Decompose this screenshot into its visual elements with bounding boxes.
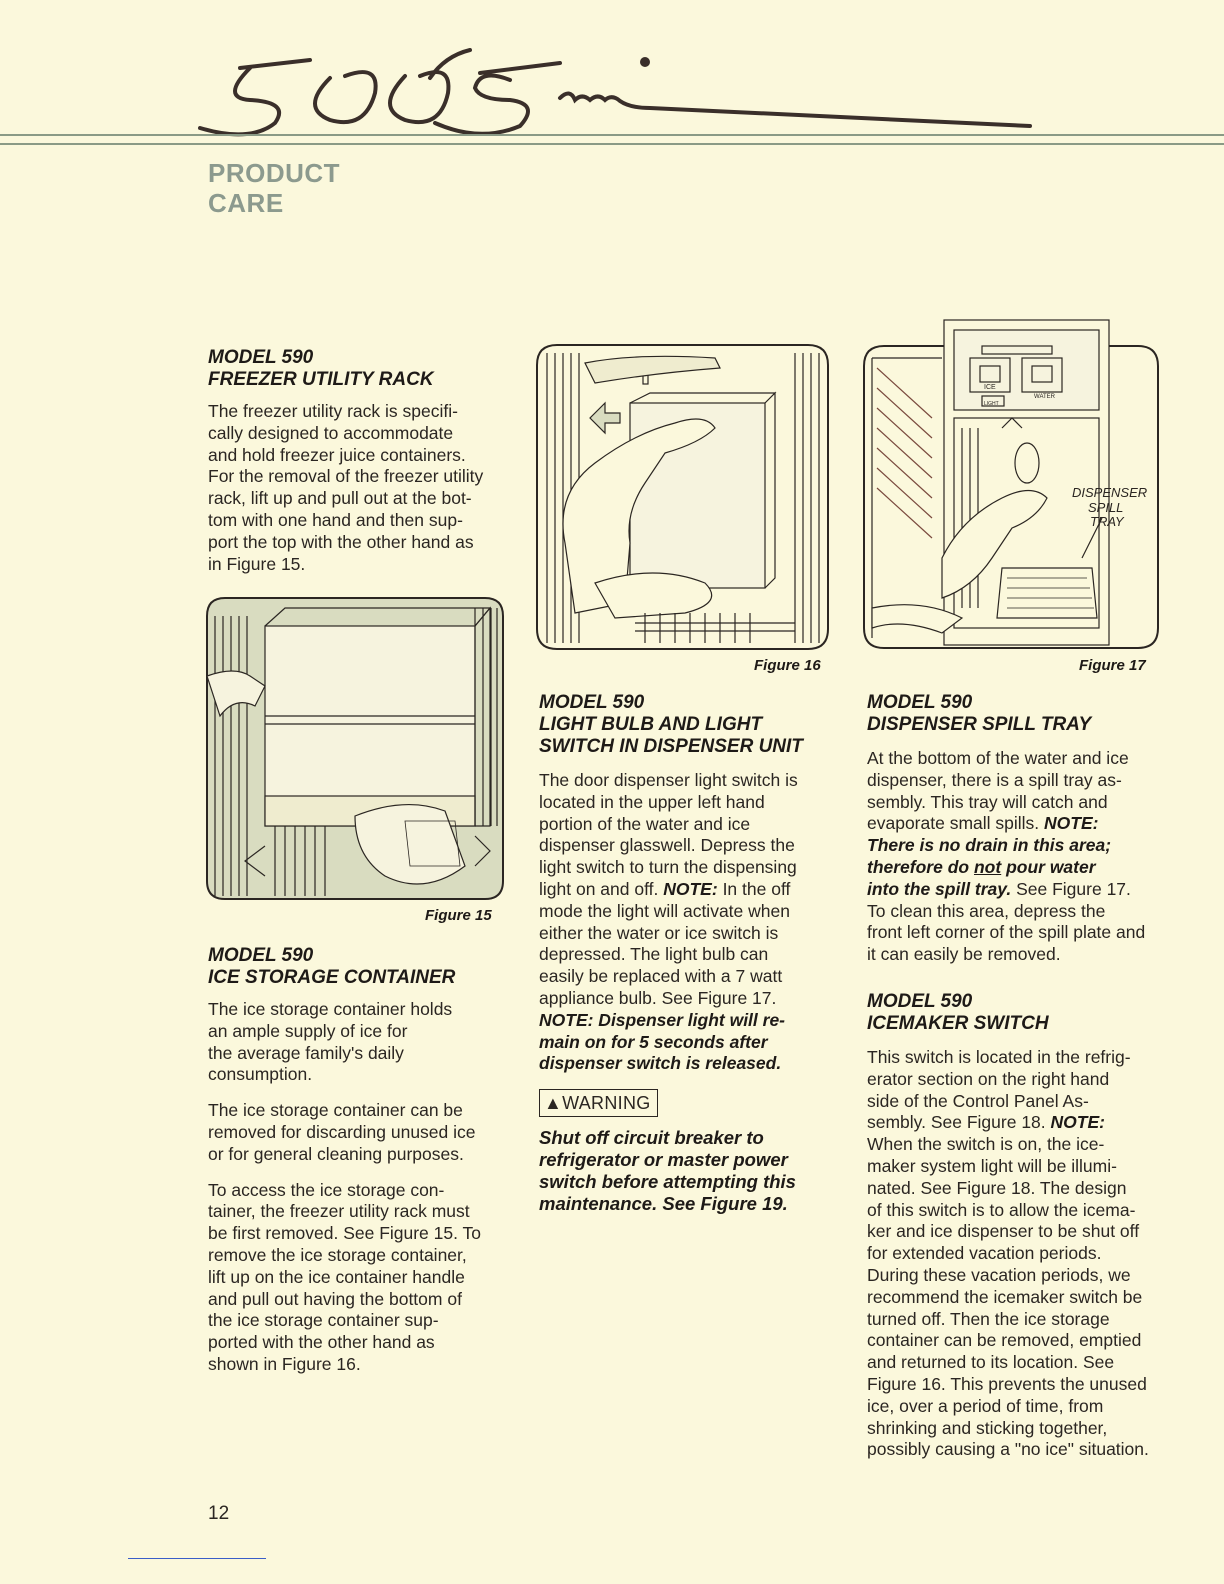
footer-line (128, 1558, 266, 1559)
paragraph: The ice storage container holds an ample supply of ice for the average family's daily consumption. (208, 999, 453, 1085)
section-title: MODEL 590 (539, 692, 645, 713)
section-icemaker-switch (867, 991, 1172, 1461)
figure-15-illustration (205, 596, 505, 901)
paragraph: At the bottom of the water and ice dispenser, there is a spill tray as- sembly. This tray will catch and evaporate small spills. NOTE: There is no drain in this area; therefore do not pour water into the spill tray. See Figure 17. To clean this area, depress the front left corner of the spill plate and it can easily be removed. (867, 748, 1146, 965)
paragraph: The freezer utility rack is specifi- cally designed to accommodate and hold freezer juice containers. For the removal of the freezer utility rack, lift up and pull out at the bot- tom with one hand and then sup- port the top with the other hand as in Figure 15. (208, 401, 484, 574)
fig17-light-label: LIGHT (984, 401, 999, 407)
section-title: MODEL 590 (208, 945, 314, 966)
paragraph: The door dispenser light switch is located in the upper left hand portion of the water and ice dispenser glasswell. Depress the light switch to turn the dispensing light on and off. NOTE: In the off mode the light will activate when either the water or ice switch is depressed. The light bulb can easily be replaced with a 7 watt appliance bulb. See Figure 17. NOTE: Dispenser light will re- main on for 5 seconds after dispenser switch is released. (539, 770, 798, 1074)
fig17-water-label: WATER (1034, 394, 1055, 400)
fig17-ice-label: ICE (984, 384, 996, 391)
header-rule-bottom (0, 143, 1224, 145)
figure-16-illustration (535, 343, 830, 651)
figure-17-illustration (862, 318, 1160, 653)
section-title: DISPENSER SPILL TRAY (867, 714, 1092, 735)
section-label (208, 158, 340, 218)
section-title: FREEZER UTILITY RACK (208, 369, 434, 390)
section-title: LIGHT BULB AND LIGHT (539, 714, 763, 735)
section-label-line2: CARE (208, 188, 284, 218)
section-title: MODEL 590 (867, 692, 973, 713)
section-title: SWITCH IN DISPENSER UNIT (539, 736, 803, 757)
header-rule-top (0, 134, 1224, 136)
figure-17-caption: Figure 17 (1079, 657, 1146, 674)
section-freezer-utility-rack (208, 347, 508, 575)
warning-triangle-icon: ▲ (544, 1093, 563, 1114)
section-title: ICEMAKER SWITCH (867, 1013, 1049, 1034)
section-dispenser-spill-tray (867, 692, 1172, 966)
section-title: MODEL 590 (867, 991, 973, 1012)
page-number: 12 (208, 1503, 230, 1524)
paragraph: The ice storage container can be removed for discarding unused ice or for general cleaning purposes. (208, 1100, 476, 1164)
paragraph: To access the ice storage con- tainer, the freezer utility rack must be first removed. See Figure 15. To remove the ice storage container, lift up on the ice container handle and pull out having the bottom of the ice storage container sup- ported with the other hand as shown in Figure 16. (208, 1179, 482, 1374)
section-label-line1: PRODUCT (208, 158, 341, 188)
section-title: MODEL 590 (208, 347, 314, 368)
section-ice-storage-container (208, 945, 508, 1376)
fig17-label-line2: SPILL (1088, 500, 1124, 515)
fig17-label-line1: DISPENSER (1072, 485, 1148, 500)
warning-text: Shut off circuit breaker to refrigerator or master power switch before attempting this maintenance. See Figure 19. (539, 1127, 796, 1215)
figure-16-caption: Figure 16 (754, 657, 821, 674)
paragraph: This switch is located in the refrig- erator section on the right hand side of the Control Panel As- sembly. See Figure 18. NOTE: When the switch is on, the ice- maker system light will be illumi- nated. See Figure 18. The design of this switch is to allow the icema- ker and ice dispenser to be shut off for extended vacation periods. During these vacation periods, we recommend the icemaker switch be turned off. Then the ice storage container can be removed, emptied and returned to its location. See Figure 16. This prevents the unused ice, over a period of time, from shrinking and sticking together, possibly causing a "no ice" situation. (867, 1047, 1149, 1460)
500-series-logo (180, 38, 1040, 148)
warning-box (539, 1089, 834, 1117)
warning-label: WARNING (562, 1093, 651, 1114)
section-title: ICE STORAGE CONTAINER (208, 967, 456, 988)
fig17-label-line3: TRAY (1090, 514, 1124, 529)
figure-15-caption: Figure 15 (425, 907, 492, 924)
section-light-bulb (539, 692, 834, 1215)
